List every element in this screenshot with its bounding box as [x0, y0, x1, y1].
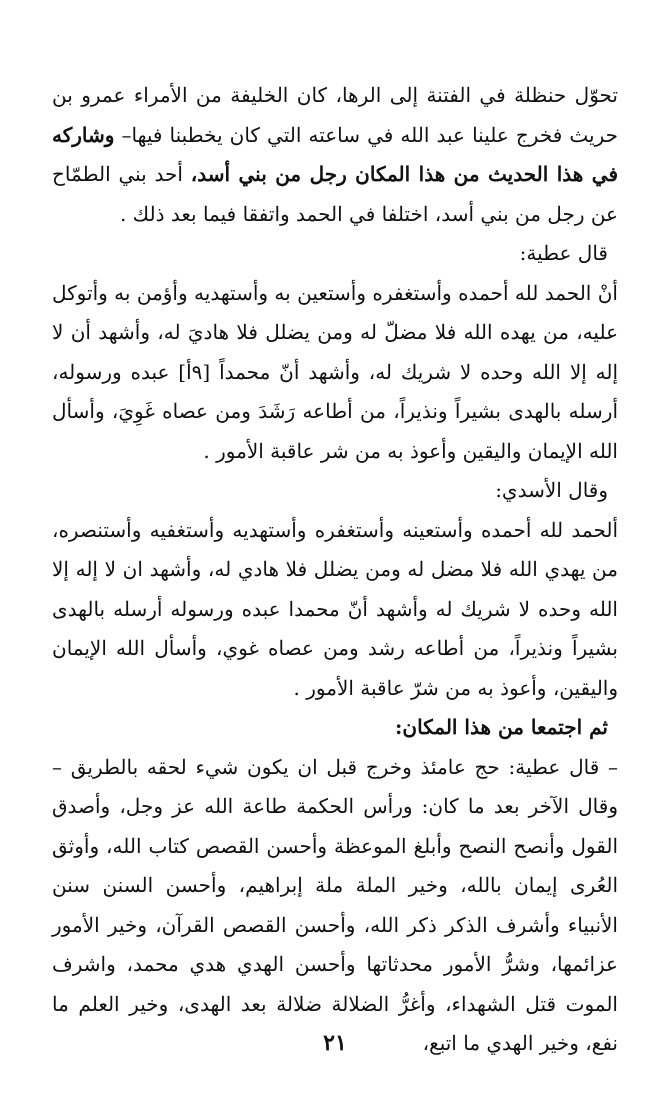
asadi-speech: ألحمد لله أحمده وأستعينه وأستغفره وأستهديه وأستغفيه وأستنصره، من يهدي الله فلا مضل له ومن يضلل فلا هادي له، وأشهد ان لا إله إلا الله وحده لا شريك له وأشهد أنّ محمدا عبده ورسوله أرسله بالهدى بشيراً ونذيراً، من أطاعه رشد ومن عصاه غوي، وأسأل الله الإيمان واليقين، وأعوذ به من شرّ عاقبة الأمور . — [52, 517, 618, 700]
page-number: ٢١ — [323, 1030, 347, 1056]
attiya-speech: أنْ الحمد لله أحمده وأستغفره وأستعين به وأستهديه وأؤمن به وأتوكل عليه، من يهده الله فلا مضلّ له ومن يضلل فلا هاديَ له، وأشهد أن لا إله إلا الله وحده لا شريك له، وأشهد أنّ محمداً [٩أ] عبده ورسوله، أرسله بالهدى بشيراً ونذيراً، من أطاعه رَشَدَ ومن عصاه غَوِيَ، وأسأل الله الإيمان واليقين وأعوذ به من شر عاقبة الأمور . — [52, 280, 618, 463]
final-paragraph: – قال عطية: حج عامئذ وخرج قبل ان يكون شيء لحقه بالطريق – وقال الآخر بعد ما كان: ورأس الحكمة طاعة الله عز وجل، وأصدق القول وأنصح النصح وأبلغ الموعظة وأحسن القصص كتاب الله، وأوثق العُرى إيمان بالله، وخير الملة ملة إبراهيم، وأحسن السنن سنن الأنبياء وأشرف الذكر ذكر الله، وأحسن القصص القرآن، وخير الأمور عزائمها، وشرُّ الأمور محدثاتها وأحسن الهدي هدي محمد، واشرف الموت قتل الشهداء، وأغرُّ الضلالة ضلالة بعد الهدى، وخير العلم ما نفع، وخير الهدي ما اتبع، — [52, 754, 619, 1055]
intro-paragraph — [52, 76, 618, 234]
section-heading: ثم اجتمعا من هذا المكان: — [395, 715, 608, 739]
attiya-label: قال عطية: — [519, 241, 608, 265]
intro-text-2: أحد بني الطمّاح عن رجل من بني أسد، اختلفا في الحمد واتفقا فيما بعد ذلك . — [52, 162, 618, 226]
intro-text-1: تحوّل حنظلة في الفتنة إلى الرها، كان الخليفة من الأمراء عمرو بن حريث فخرج علينا عبد الله في ساعته التي كان يخطبنا فيها– — [52, 83, 618, 147]
intro-bold-text: وشاركه في هذا الحديث من هذا المكان رجل من بني أسد، — [52, 122, 618, 186]
asadi-label: وقال الأسدي: — [495, 478, 608, 502]
